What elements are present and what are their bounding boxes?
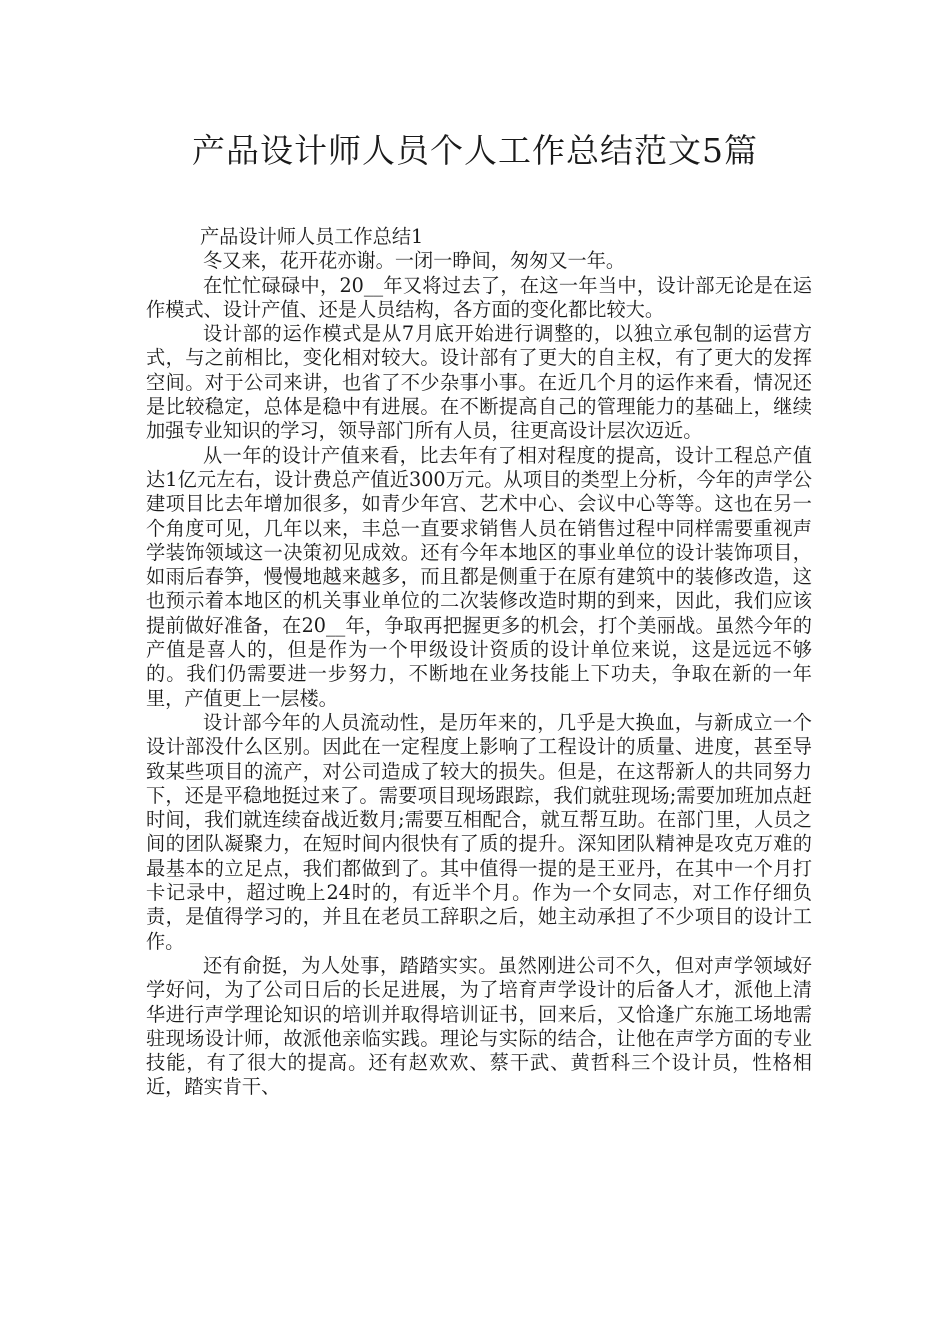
- paragraph: 还有俞挺，为人处事，踏踏实实。虽然刚进公司不久，但对声学领域好学好问，为了公司日后的长足进展，为了培育声学设计的后备人才，派他上清华进行声学理论知识的培训并取得培训证书，回来后，又恰逢广东施工场地需驻现场设计师，故派他亲临实践。理论与实际的结合，让他在声学方面的专业技能，有了很大的提高。还有赵欢欢、蔡干武、黄哲科三个设计员，性格相近，踏实肯干、: [146, 953, 812, 1099]
- paragraph: 在忙忙碌碌中，20__年又将过去了，在这一年当中，设计部无论是在运作模式、设计产值、还是人员结构，各方面的变化都比较大。: [146, 273, 812, 321]
- paragraph: 设计部今年的人员流动性，是历年来的，几乎是大换血，与新成立一个设计部没什么区别。因此在一定程度上影响了工程设计的质量、进度，甚至导致某些项目的流产，对公司造成了较大的损失。但是，在这帮新人的共同努力下，还是平稳地挺过来了。需要项目现场跟踪，我们就驻现场;需要加班加点赶时间，我们就连续奋战近数月;需要互相配合，就互帮互助。在部门里，人员之间的团队凝聚力，在短时间内很快有了质的提升。深知团队精神是攻克万难的最基本的立足点，我们都做到了。其中值得一提的是王亚丹，在其中一个月打卡记录中，超过晚上24时的，有近半个月。作为一个女同志，对工作仔细负责，是值得学习的，并且在老员工辞职之后，她主动承担了不少项目的设计工作。: [146, 710, 812, 953]
- document-title: 产品设计师人员个人工作总结范文5篇: [192, 131, 758, 170]
- section-heading: 产品设计师人员工作总结1: [200, 225, 424, 248]
- paragraph: 设计部的运作模式是从7月底开始进行调整的，以独立承包制的运营方式，与之前相比，变化相对较大。设计部有了更大的自主权，有了更大的发挥空间。对于公司来讲，也省了不少杂事小事。在近几个月的运作来看，情况还是比较稳定，总体是稳中有进展。在不断提高自己的管理能力的基础上，继续加强专业知识的学习，领导部门所有人员，往更高设计层次迈近。: [146, 322, 812, 443]
- paragraph: 从一年的设计产值来看，比去年有了相对程度的提高，设计工程总产值达1亿元左右，设计费总产值近300万元。从项目的类型上分析，今年的声学公建项目比去年增加很多，如青少年宫、艺术中心、会议中心等等。这也在另一个角度可见，几年以来，丰总一直要求销售人员在销售过程中同样需要重视声学装饰领域这一决策初见成效。还有今年本地区的事业单位的设计装饰项目，如雨后春笋，慢慢地越来越多，而且都是侧重于在原有建筑中的装修改造，这也预示着本地区的机关事业单位的二次装修改造时期的到来，因此，我们应该提前做好准备，在20__年，争取再把握更多的机会，打个美丽战。虽然今年的产值是喜人的，但是作为一个甲级设计资质的设计单位来说，这是远远不够的。我们仍需要进一步努力，不断地在业务技能上下功夫，争取在新的一年里，产值更上一层楼。: [146, 443, 812, 710]
- paragraph: 冬又来，花开花亦谢。一闭一睁间，匆匆又一年。: [203, 249, 626, 273]
- document-body: [146, 225, 812, 1100]
